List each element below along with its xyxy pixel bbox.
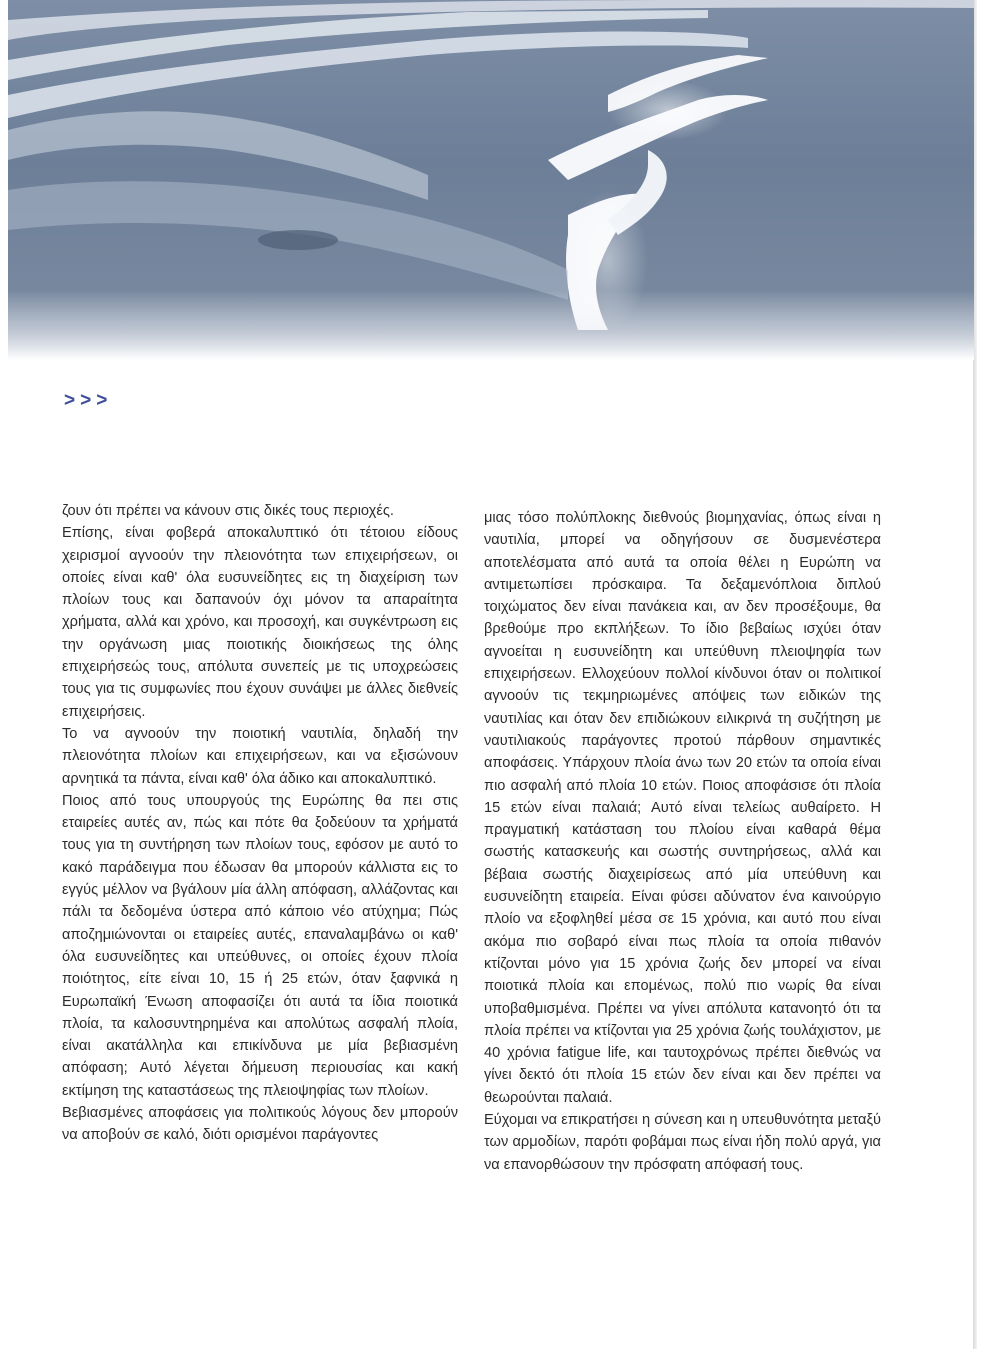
- article-column-right: [484, 507, 881, 1176]
- section-chevrons: >>>: [64, 390, 113, 411]
- article-column-left: [62, 500, 458, 1147]
- paragraph: ζουν ότι πρέπει να κάνουν στις δικές τους περιοχές.: [62, 503, 394, 519]
- paragraph: Το να αγνοούν την ποιοτική ναυτιλία, δηλαδή την πλειονότητα πλοίων και επιχειρήσεων, και να εξισώνουν αρνητικά τα πάντα, είναι καθ' όλα άδικο και αποκαλυπτικό.: [62, 725, 458, 787]
- paragraph: Επίσης, είναι φοβερά αποκαλυπτικό ότι τέτοιου είδους χειρισμοί αγνοούν την πλειονότητα των επιχειρήσεων, οι οποίες είναι καθ' όλα ευσυνείδητες εις τη διαχείριση των πλοίων τους και δαπανούν όχι μόνον τα απαραίτητα χρήματα, αλλά και χρόνο, και προσοχή, και συγκέντρωση εις την οργάνωση μιας ποιοτικής διοικήσεως της όλης επιχειρήσεώς τους, απόλυτα συνεπείς με τις υποχρεώσεις τους για τις συμφωνίες που έχουν συνάψει με άλλες διεθνείς επιχειρήσεις.: [62, 525, 458, 720]
- paragraph: Βεβιασμένες αποφάσεις για πολιτικούς λόγους δεν μπορούν να αποβούν σε καλό, διότι ορισμένοι παράγοντες: [62, 1105, 458, 1144]
- paragraph: Ποιος από τους υπουργούς της Ευρώπης θα πει στις εταιρείες αυτές αν, πώς και πότε θα ξοδεύουν τα χρήματά τους για τη συντήρηση των πλοίων τους, εφόσον με αυτό το κακό παράδειγμα που έδωσαν θα μπορούν κάλλιστα εις το εγγύς μέλλον να βγάλουν μία άλλη απόφαση, αλλάζοντας και πάλι τα δεδομένα ύστερα από κάποιο νέο ατύχημα; Πώς αποζημιώνονται οι εταιρείες αυτές, επαναλαμβάνω οι καθ' όλα ευσυνείδητες και υπεύθυνες, οι οποίες έχουν πλοία ποιότητος, είτε είναι 10, 15 ή 25 ετών, όταν ξαφνικά η Ευρωπαϊκή Ένωση αποφασίζει ότι αυτά τα ίδια ποιοτικά πλοία, τα καλοσυντηρημένα και απολύτως ασφαλή πλοία, είναι ακατάλληλα και επικίνδυνα με μία βεβιασμένη απόφαση; Αυτό λέγεται δήμευση περιουσίας και κακή εκτίμηση της καταστάσεως της πλειοψηφίας των πλοίων.: [62, 792, 458, 1099]
- paragraph: Εύχομαι να επικρατήσει η σύνεση και η υπευθυνότητα μεταξύ των αρμοδίων, παρότι φοβάμαι πως είναι ήδη πολύ αργά, για να επανορθώσουν την πρόσφατη απόφασή τους.: [484, 1112, 881, 1173]
- ocean-waves-photo: [8, 0, 974, 360]
- paragraph: μιας τόσο πολύπλοκης διεθνούς βιομηχανίας, όπως είναι η ναυτιλία, μπορεί να οδηγήσουν σε δυσμενέστερα αποτελέσματα από αυτά τα οποία θέλει η Ευρώπη να αντιμετωπίσει πρόσκαιρα. Τα δεξαμενόπλοια διπλού τοιχώματος δεν είναι πανάκεια και, αν δεν προσέξουμε, θα βρεθούμε προ εκπλήξεων. Το ίδιο βεβαίως ισχύει όταν αγνοείται η ευσυνείδητη και υπεύθυνη πλειοψηφία των επιχειρήσεων. Ελλοχεύουν πολλοί κίνδυνοι όταν οι πολιτικοί αγνοούν τις τεκμηριωμένες απόψεις των ειδικών της ναυτιλίας και όταν δεν επιδιώκουν ειλικρινά τη συζήτηση με ναυτιλιακούς παράγοντες προτού πάρθουν σημαντικές αποφάσεις. Υπάρχουν πλοία άνω των 20 ετών τα οποία είναι πιο ασφαλή από πλοία 10 ετών. Ποιος αποφάσισε ότι πλοία 15 ετών είναι παλαιά; Αυτό είναι τελείως αυθαίρετο. Η πραγματική κατάσταση του πλοίου είναι καθαρά θέμα σωστής κατασκευής και σωστής συντηρήσεως, αλλά και βέβαια σωστής διαχειρίσεως από μία υπεύθυνη και ευσυνείδητη εταιρεία. Είναι φύσει αδύνατον ένα καινούργιο πλοίο να εξοφληθεί μέσα σε 15 χρόνια, και αυτό που είναι ακόμα πιο σοβαρό είναι πως πλοία τα οποία πιθανόν κτίζονται μόνο για 15 χρόνια ζωής δεν μπορεί να είναι ποιοτικά πλοία και επομένως, πολύ πιο νωρίς θα είναι υποβαθμισμένα. Πρέπει να γίνει απόλυτα κατανοητό ότι τα πλοία πρέπει να κτίζονται για 25 χρόνια ζωής τουλάχιστον, με 40 χρόνια fatigue life, και ταυτοχρόνως πρέπει διεθνώς να γίνει δεκτό ότι πλοία 15 ετών δεν είναι και δεν πρέπει να θεωρούνται παλαιά.: [484, 510, 881, 1106]
